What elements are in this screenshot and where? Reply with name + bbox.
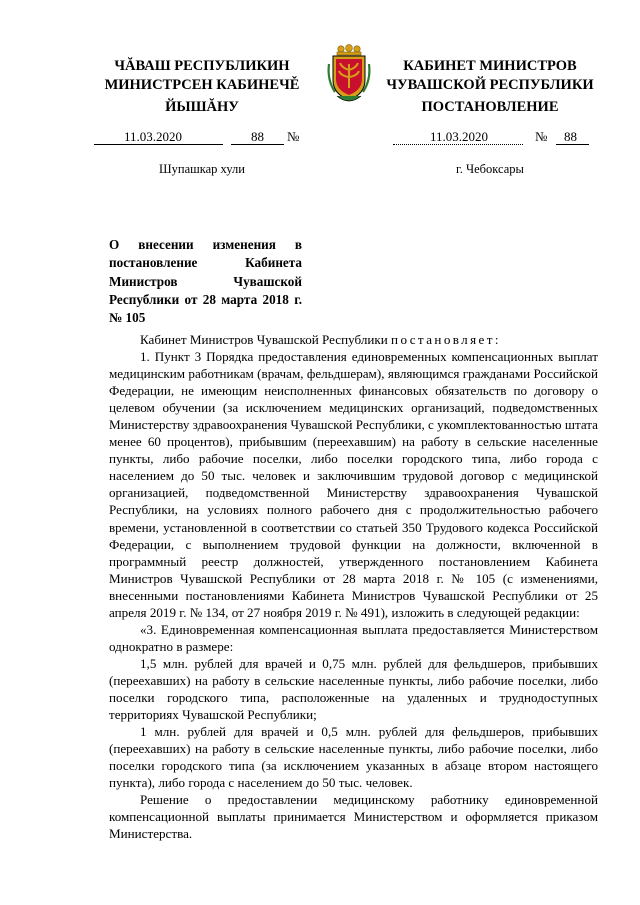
- header-right-org: [380, 57, 600, 95]
- intro-paragraph: [109, 331, 598, 348]
- header-right-line1: КАБИНЕТ МИНИСТРОВ: [403, 58, 577, 74]
- header-right-date-row: [393, 129, 603, 147]
- header-right-number: 88: [564, 129, 577, 144]
- header-left-number: 88: [251, 129, 264, 144]
- header-right-line2: ЧУВАШСКОЙ РЕСПУБЛИКИ: [386, 77, 594, 93]
- header-right-city: г. Чебоксары: [456, 162, 524, 176]
- paragraph-2: «3. Единовременная компенсационная выплата предоставляется Министерством однократно в размере:: [109, 621, 598, 654]
- coat-of-arms-icon: [325, 44, 373, 106]
- intro-verb: постановляет:: [391, 332, 501, 347]
- paragraph-5: Решение о предоставлении медицинскому работнику единовременной компенсационной выплаты принимается Министерством и оформляется приказом Министерства.: [109, 792, 598, 842]
- header-left-city: Шупашкар хули: [159, 162, 245, 176]
- header-right-date: 11.03.2020: [430, 129, 489, 144]
- header-left-org: [92, 57, 312, 95]
- header-left-date-row: [94, 129, 314, 147]
- paragraph-4: 1 млн. рублей для врачей и 0,5 млн. рублей для фельдшеров, прибывших (переехавших) на работу в сельские населенные пункты, либо рабочие поселки, либо поселки городского типа (за исключением указанных в абзаце втором настоящего пункта), либо города с населением до 50 тыс. человек.: [109, 724, 598, 791]
- document-subject: О внесении изменения в постановление Кабинета Министров Чувашской Республики от 28 марта 2018 г. № 105: [109, 237, 302, 326]
- intro-prefix: Кабинет Министров Чувашской Республики: [140, 332, 388, 347]
- header-right-doc-type: ПОСТАНОВЛЕНИЕ: [421, 99, 559, 115]
- header-left-doc-type: ЙЫШĂНУ: [165, 99, 239, 115]
- paragraph-1: 1. Пункт 3 Порядка предоставления единовременных компенсационных выплат медицинским работникам (врачам, фельдшерам), являющимся гражданами Российской Федерации, не имеющим неисполненных финансовых обязательств по договору о целевом обучении (за исключением медицинских организаций, подведомственных Министерству здравоохранения Чувашской Республики, с укомплектованностью штата менее 60 процентов), прибывшим (переехавшим) на работу в сельские населенные пункты, либо рабочие поселки, либо поселки городского типа, либо города с населением до 50 тыс. человек и заключившим трудовой договор с медицинской организацией, подведомственной Министерству здравоохранения Чувашской Республики, на условиях полного рабочего дня с продолжительностью рабочего времени, установленной в соответствии со статьей 350 Трудового кодекса Российской Федерации, с выполнением трудовой функции на должности, включенной в программный реестр должностей, утвержденного постановлением Кабинета Министров Чувашской Республики от 28 марта 2018 г. № 105 (с изменениями, внесенными постановлениями Кабинета Министров Чувашской Республики от 25 апреля 2019 г. № 134, от 27 ноября 2019 г. № 491), изложить в следующей редакции:: [109, 349, 598, 620]
- header-right-number-sign: №: [535, 129, 548, 144]
- header-left-line1: ЧĂВАШ РЕСПУБЛИКИН: [114, 58, 290, 74]
- header-left-line2: МИНИСТРСЕН КАБИНЕЧĚ: [104, 77, 300, 93]
- document-body: [109, 331, 598, 842]
- header-left-number-sign: №: [287, 129, 300, 144]
- paragraph-3: 1,5 млн. рублей для врачей и 0,75 млн. рублей для фельдшеров, прибывших (переехавших) на работу в сельские населенные пункты, либо рабочие поселки, либо поселки городского типа, расположенные на удаленных и труднодоступных территориях Чувашской Республики;: [109, 655, 598, 723]
- header-left-date: 11.03.2020: [124, 129, 183, 144]
